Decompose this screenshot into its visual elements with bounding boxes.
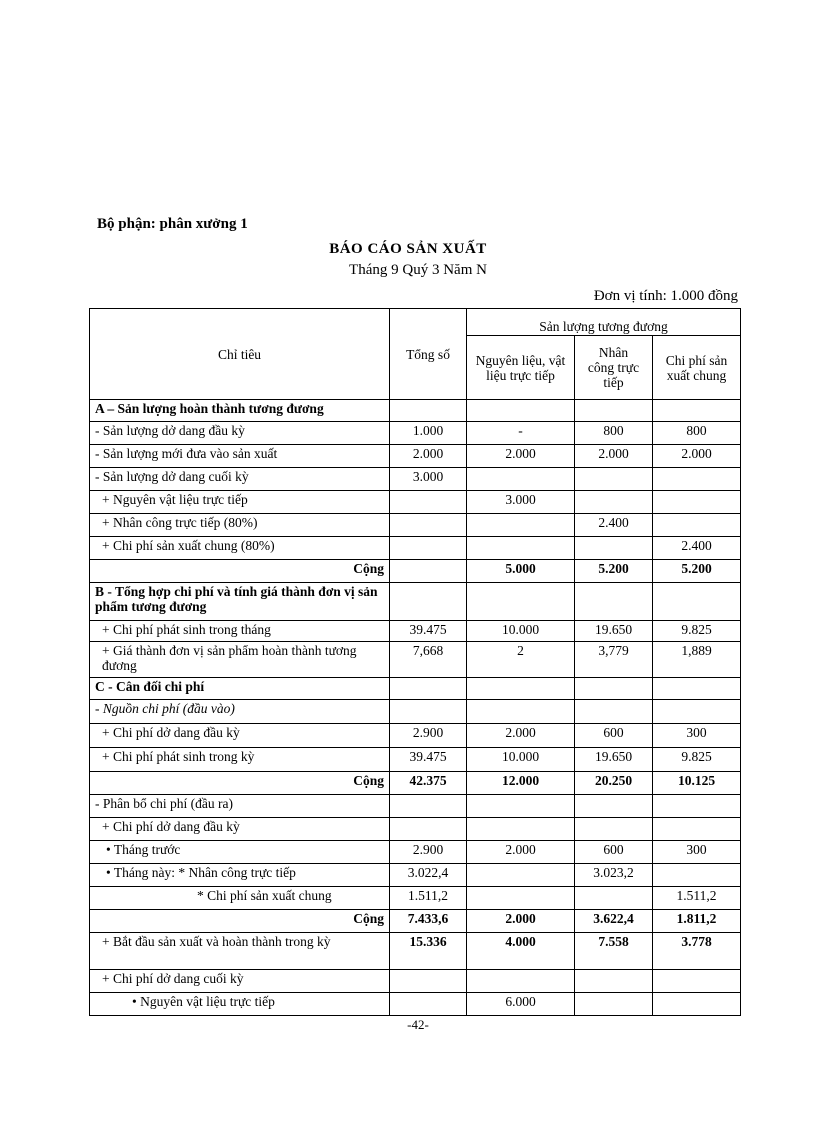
report-body (90, 400, 741, 1016)
cell-overhead: 300 (653, 841, 741, 864)
cell-labor: 3.622,4 (575, 910, 653, 933)
department-label: Bộ phận: phân xưởng 1 (97, 216, 248, 232)
cell-total (390, 678, 467, 700)
row-label: Cộng (90, 560, 390, 583)
cell-materials: 2 (467, 642, 575, 678)
table-row (90, 491, 741, 514)
cell-materials (467, 678, 575, 700)
cell-materials: 2.000 (467, 724, 575, 748)
cell-materials: 2.000 (467, 445, 575, 468)
row-label: B - Tổng hợp chi phí và tính giá thành đơn vị sản phẩm tương đương (90, 583, 390, 621)
cell-materials (467, 514, 575, 537)
row-label: • Tháng này: * Nhân công trực tiếp (90, 864, 390, 887)
cell-overhead (653, 468, 741, 491)
row-label: - Sản lượng mới đưa vào sản xuất (90, 445, 390, 468)
table-row (90, 621, 741, 642)
cell-total: 2.000 (390, 445, 467, 468)
table-row (90, 748, 741, 772)
table-row (90, 795, 741, 818)
header-indicator: Chỉ tiêu (90, 309, 390, 400)
cell-overhead: 10.125 (653, 772, 741, 795)
cell-materials (467, 887, 575, 910)
cell-total: 3.022,4 (390, 864, 467, 887)
cell-materials: 12.000 (467, 772, 575, 795)
cell-materials: 10.000 (467, 748, 575, 772)
cell-labor (575, 678, 653, 700)
cell-total (390, 560, 467, 583)
cell-overhead (653, 700, 741, 724)
cell-materials: 6.000 (467, 993, 575, 1016)
cell-total (390, 583, 467, 621)
cell-materials: - (467, 422, 575, 445)
row-label: Cộng (90, 772, 390, 795)
row-label: Cộng (90, 910, 390, 933)
cell-labor: 2.400 (575, 514, 653, 537)
cell-labor: 20.250 (575, 772, 653, 795)
table-row (90, 772, 741, 795)
header-total: Tổng số (390, 309, 467, 400)
cell-labor: 2.000 (575, 445, 653, 468)
table-row (90, 468, 741, 491)
row-label: + Giá thành đơn vị sản phẩm hoàn thành tương đương (90, 642, 390, 678)
cell-labor (575, 795, 653, 818)
cell-total (390, 700, 467, 724)
cell-overhead: 300 (653, 724, 741, 748)
cell-total: 1.511,2 (390, 887, 467, 910)
cell-total: 2.900 (390, 724, 467, 748)
report-title: BÁO CÁO SẢN XUẤT (329, 241, 487, 257)
row-label: - Phân bổ chi phí (đầu ra) (90, 795, 390, 818)
cell-overhead: 1.811,2 (653, 910, 741, 933)
cell-overhead (653, 864, 741, 887)
cell-total: 1.000 (390, 422, 467, 445)
cell-materials (467, 818, 575, 841)
row-label: + Chi phí phát sinh trong tháng (90, 621, 390, 642)
table-row (90, 445, 741, 468)
cell-total (390, 400, 467, 422)
cell-labor (575, 887, 653, 910)
table-row (90, 933, 741, 970)
cell-labor (575, 468, 653, 491)
row-label: C - Cân đối chi phí (90, 678, 390, 700)
cell-total: 39.475 (390, 621, 467, 642)
cell-labor (575, 400, 653, 422)
cell-materials (467, 583, 575, 621)
cell-overhead: 1.511,2 (653, 887, 741, 910)
cell-total (390, 970, 467, 993)
cell-labor: 3.023,2 (575, 864, 653, 887)
cell-materials (467, 537, 575, 560)
cell-total (390, 795, 467, 818)
table-row (90, 422, 741, 445)
cell-labor (575, 993, 653, 1016)
header-overhead: Chi phí sản xuất chung (653, 336, 741, 400)
row-label: + Nguyên vật liệu trực tiếp (90, 491, 390, 514)
cell-labor: 600 (575, 841, 653, 864)
table-row (90, 400, 741, 422)
cell-overhead: 9.825 (653, 621, 741, 642)
table-row (90, 560, 741, 583)
table-row (90, 583, 741, 621)
cell-labor (575, 818, 653, 841)
table-row (90, 864, 741, 887)
page-number: -42- (407, 1017, 429, 1032)
row-label: * Chi phí sản xuất chung (90, 887, 390, 910)
row-label: + Nhân công trực tiếp (80%) (90, 514, 390, 537)
table-row (90, 678, 741, 700)
row-label: • Tháng trước (90, 841, 390, 864)
cell-overhead: 3.778 (653, 933, 741, 970)
cell-overhead (653, 678, 741, 700)
table-row (90, 818, 741, 841)
cell-overhead (653, 818, 741, 841)
cell-materials: 2.000 (467, 841, 575, 864)
cell-overhead: 2.400 (653, 537, 741, 560)
row-label: + Bắt đầu sản xuất và hoàn thành trong kỳ (90, 933, 390, 970)
cell-total: 7.433,6 (390, 910, 467, 933)
cell-materials: 2.000 (467, 910, 575, 933)
cell-total (390, 818, 467, 841)
row-label: A – Sản lượng hoàn thành tương đương (90, 400, 390, 422)
row-label: + Chi phí phát sinh trong kỳ (90, 748, 390, 772)
production-report-table (89, 308, 741, 1016)
cell-total: 2.900 (390, 841, 467, 864)
cell-overhead (653, 583, 741, 621)
cell-overhead: 1,889 (653, 642, 741, 678)
table-row (90, 724, 741, 748)
table-row (90, 700, 741, 724)
row-label: + Chi phí sản xuất chung (80%) (90, 537, 390, 560)
header-materials: Nguyên liệu, vật liệu trực tiếp (467, 336, 575, 400)
row-label: • Nguyên vật liệu trực tiếp (90, 993, 390, 1016)
row-label: - Sản lượng dở dang đầu kỳ (90, 422, 390, 445)
cell-materials (467, 468, 575, 491)
cell-labor: 3,779 (575, 642, 653, 678)
cell-total (390, 993, 467, 1016)
cell-total: 15.336 (390, 933, 467, 970)
cell-total: 7,668 (390, 642, 467, 678)
cell-labor (575, 491, 653, 514)
cell-total (390, 491, 467, 514)
header-labor: Nhân công trực tiếp (575, 336, 653, 400)
cell-overhead: 9.825 (653, 748, 741, 772)
row-label: - Nguồn chi phí (đầu vào) (90, 700, 390, 724)
cell-materials: 10.000 (467, 621, 575, 642)
cell-labor: 19.650 (575, 621, 653, 642)
cell-labor: 600 (575, 724, 653, 748)
cell-total: 3.000 (390, 468, 467, 491)
cell-materials (467, 700, 575, 724)
cell-total (390, 514, 467, 537)
row-label: - Sản lượng dở dang cuối kỳ (90, 468, 390, 491)
table-row (90, 642, 741, 678)
cell-materials (467, 970, 575, 993)
row-label: + Chi phí dở dang cuối kỳ (90, 970, 390, 993)
cell-overhead (653, 400, 741, 422)
cell-materials: 3.000 (467, 491, 575, 514)
cell-overhead: 5.200 (653, 560, 741, 583)
cell-total: 39.475 (390, 748, 467, 772)
row-label: + Chi phí dở dang đầu kỳ (90, 818, 390, 841)
cell-materials: 5.000 (467, 560, 575, 583)
table-row (90, 537, 741, 560)
table-row (90, 887, 741, 910)
cell-labor: 800 (575, 422, 653, 445)
cell-labor (575, 583, 653, 621)
cell-labor (575, 700, 653, 724)
cell-materials (467, 400, 575, 422)
table-row (90, 993, 741, 1016)
row-label: + Chi phí dở dang đầu kỳ (90, 724, 390, 748)
unit-label: Đơn vị tính: 1.000 đồng (593, 288, 738, 304)
cell-total (390, 537, 467, 560)
cell-overhead (653, 795, 741, 818)
cell-overhead (653, 970, 741, 993)
cell-labor: 19.650 (575, 748, 653, 772)
cell-materials (467, 795, 575, 818)
header-equivalent: Sản lượng tương đương (467, 309, 741, 336)
table-row (90, 970, 741, 993)
cell-overhead: 800 (653, 422, 741, 445)
cell-materials (467, 864, 575, 887)
table-row (90, 514, 741, 537)
cell-labor (575, 970, 653, 993)
cell-labor (575, 537, 653, 560)
cell-overhead (653, 491, 741, 514)
cell-total: 42.375 (390, 772, 467, 795)
cell-overhead: 2.000 (653, 445, 741, 468)
cell-labor: 5.200 (575, 560, 653, 583)
cell-materials: 4.000 (467, 933, 575, 970)
cell-overhead (653, 993, 741, 1016)
table-row (90, 910, 741, 933)
report-subtitle: Tháng 9 Quý 3 Năm N (349, 262, 487, 278)
table-row (90, 841, 741, 864)
cell-overhead (653, 514, 741, 537)
cell-labor: 7.558 (575, 933, 653, 970)
